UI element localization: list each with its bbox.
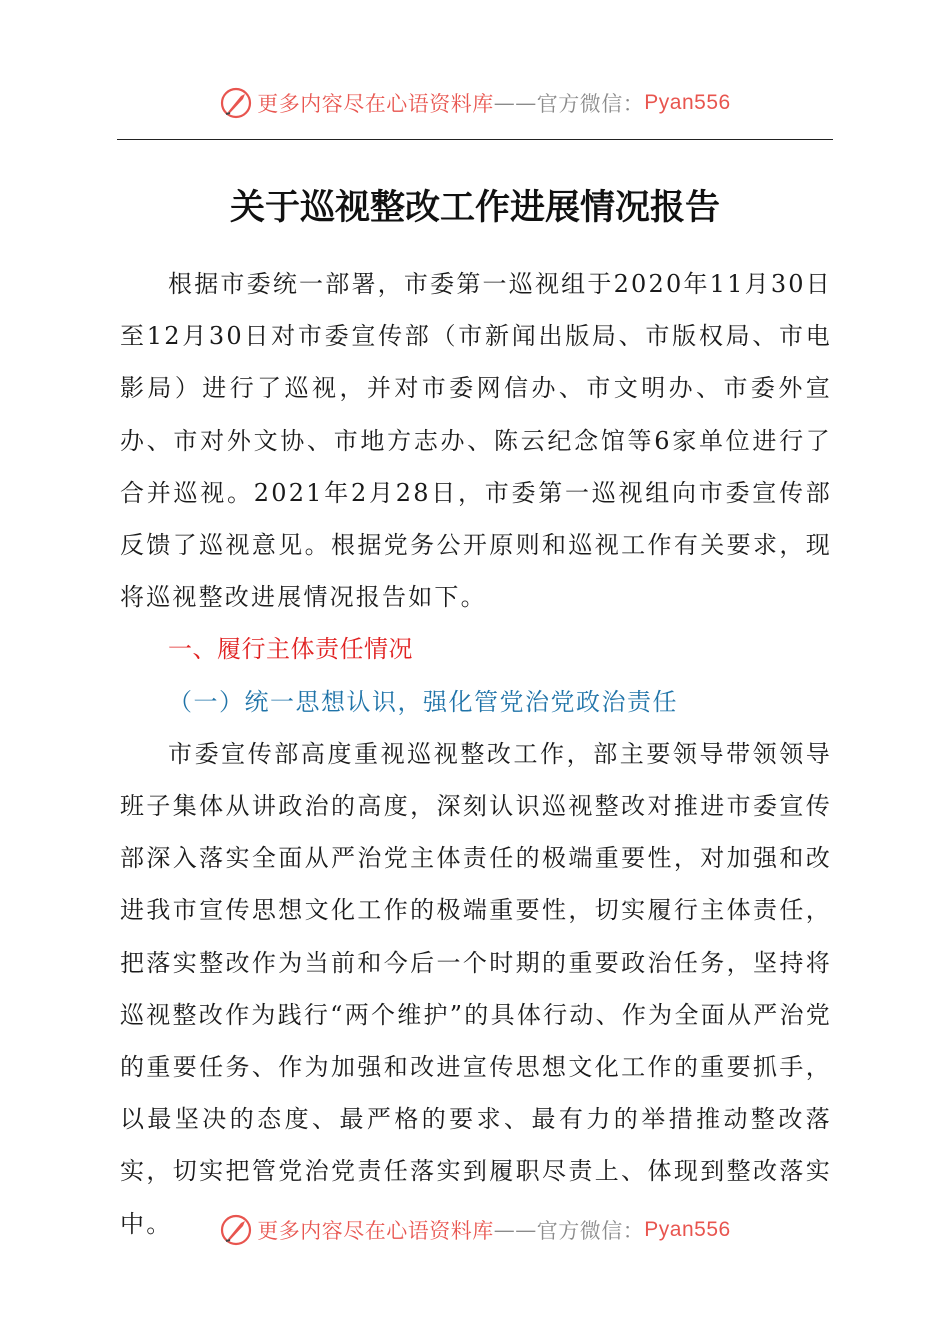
watermark-dash: —— (493, 1218, 537, 1242)
footer-watermark (0, 1213, 950, 1247)
document-title: 关于巡视整改工作进展情况报告 (229, 187, 720, 228)
document-body (120, 258, 832, 1250)
section-heading: 一、履行主体责任情况 (168, 635, 413, 664)
watermark-brand: 更多内容尽在心语资料库 (257, 1219, 494, 1243)
watermark-id: Pyan556 (644, 91, 731, 114)
header-watermark (0, 86, 950, 120)
quill-pen-icon (219, 86, 253, 120)
section-subheading: （一）统一思想认识，强化管党治党政治责任 (168, 687, 678, 716)
watermark-id: Pyan556 (644, 1218, 731, 1241)
intro-paragraph: 根据市委统一部署，市委第一巡视组于2020年11月30日至12月30日对市委宣传部（市新闻出版局、市版权局、市电影局）进行了巡视，并对市委网信办、市文明办、市委外宣办、市对外文协、市地方志办、陈云纪念馆等6家单位进行了合并巡视。2021年2月28日，市委第一巡视组向市委宣传部反馈了巡视意见。根据党务公开原则和巡视工作有关要求，现将巡视整改进展情况报告如下。 (120, 270, 832, 612)
section-paragraph: 市委宣传部高度重视巡视整改工作，部主要领导带领领导班子集体从讲政治的高度，深刻认识巡视整改对推进市委宣传部深入落实全面从严治党主体责任的极端重要性，对加强和改进我市宣传思想文化工作的极端重要性，切实履行主体责任，把落实整改作为当前和今后一个时期的重要政治任务，坚持将巡视整改作为践行“两个维护”的具体行动、作为全面从严治党的重要任务、作为加强和改进宣传思想文化工作的重要抓手，以最坚决的态度、最严格的要求、最有力的举措推动整改落实，切实把管党治党责任落实到履职尽责上、体现到整改落实中。 (120, 739, 832, 1238)
watermark-brand: 更多内容尽在心语资料库 (257, 92, 494, 116)
quill-pen-icon (219, 1213, 253, 1247)
watermark-label: 官方微信： (536, 92, 645, 116)
watermark-label: 官方微信： (536, 1219, 645, 1243)
watermark-dash: —— (493, 91, 537, 115)
header-divider (117, 139, 833, 140)
